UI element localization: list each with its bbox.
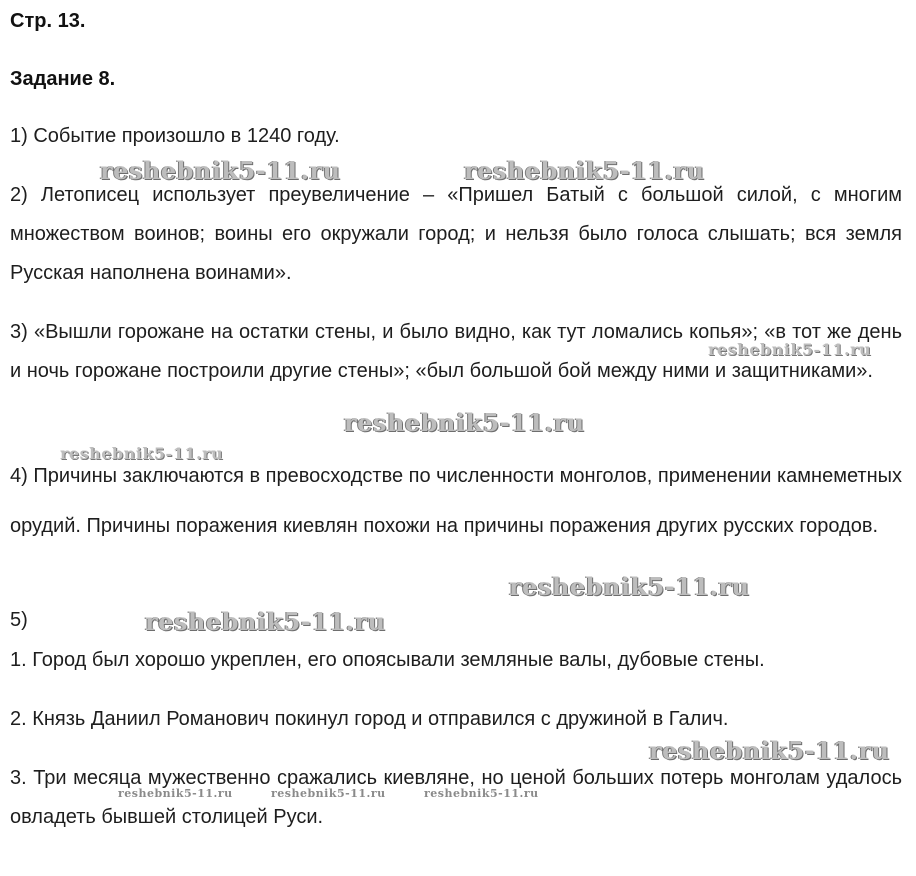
watermark: reshebnik5-11.ru — [708, 340, 872, 359]
page-reference: Стр. 13. — [10, 10, 86, 32]
watermark: reshebnik5-11.ru — [344, 408, 585, 437]
task-title: Задание 8. — [10, 68, 116, 90]
watermark: reshebnik5-11.ru — [118, 787, 233, 800]
watermark: reshebnik5-11.ru — [649, 736, 890, 765]
answer-3: 3) «Вышли горожане на остатки стены, и было видно, как тут ломались копья»; «в тот же день и ночь горожане построили другие стены»; «был большой бой между ними и защитниками». — [10, 321, 902, 382]
watermark: reshebnik5-11.ru — [60, 444, 224, 463]
answer-5-label: 5) — [10, 609, 28, 631]
watermark: reshebnik5-11.ru — [271, 787, 386, 800]
answer-5-item-2: 2. Князь Даниил Романович покинул город и отправился с дружиной в Галич. — [10, 708, 729, 730]
answer-5-item-3: 3. Три месяца мужественно сражались киевляне, но ценой больших потерь монголам удалось овладеть бывшей столицей Руси. — [10, 767, 902, 828]
watermark: reshebnik5-11.ru — [509, 572, 750, 601]
answer-2: 2) Летописец использует преувеличение – «Пришел Батый с большой силой, с многим множеством воинов; воины его окружали город; и нельзя было голоса слышать; вся земля Русская наполнена воинами». — [10, 184, 902, 284]
watermark: reshebnik5-11.ru — [100, 156, 341, 185]
answer-1: 1) Событие произошло в 1240 году. — [10, 125, 340, 147]
answer-5-item-1: 1. Город был хорошо укреплен, его опоясывали земляные валы, дубовые стены. — [10, 649, 765, 671]
watermark: reshebnik5-11.ru — [424, 787, 539, 800]
watermark: reshebnik5-11.ru — [464, 156, 705, 185]
answer-4: 4) Причины заключаются в превосходстве по численности монголов, применении камнеметных орудий. Причины поражения киевлян похожи на причины поражения других русских городов. — [10, 465, 902, 537]
watermark: reshebnik5-11.ru — [145, 607, 386, 636]
